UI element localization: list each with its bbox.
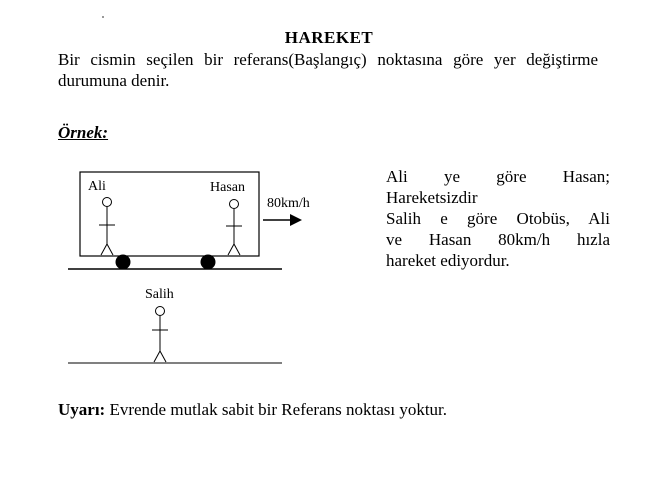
definition-text: Bir cismin seçilen bir referans(Başlangıç) noktasına göre yer değiştirme durumuna denir. — [58, 50, 598, 90]
explanation-block — [386, 166, 610, 271]
label-ali: Ali — [88, 179, 106, 194]
explanation-line-4: ve Hasan 80km/h hızla — [386, 230, 610, 249]
explanation-line-3: Salih e göre Otobüs, Ali — [386, 209, 610, 228]
explanation-line-1: Ali ye göre Hasan; — [386, 167, 610, 186]
speed-label: 80km/h — [267, 196, 310, 211]
velocity-arrow-head — [290, 214, 302, 226]
label-salih: Salih — [145, 287, 174, 302]
example-heading: Örnek: — [58, 123, 109, 142]
warning-note — [58, 400, 447, 420]
bus-wheel-right — [201, 255, 216, 270]
explanation-line-2: Hareketsizdir — [386, 188, 478, 207]
page-title: HAREKET — [284, 28, 374, 47]
bus-wheel-left — [116, 255, 131, 270]
warning-text: Evrende mutlak sabit bir Referans noktası yoktur. — [105, 400, 448, 419]
stick-figure-salih — [152, 307, 168, 363]
stick-figure-ali — [99, 198, 115, 256]
explanation-line-5: hareket ediyordur. — [386, 251, 510, 270]
warning-label: Uyarı: — [58, 400, 106, 419]
stick-figure-hasan — [226, 200, 242, 256]
label-hasan: Hasan — [210, 180, 245, 195]
